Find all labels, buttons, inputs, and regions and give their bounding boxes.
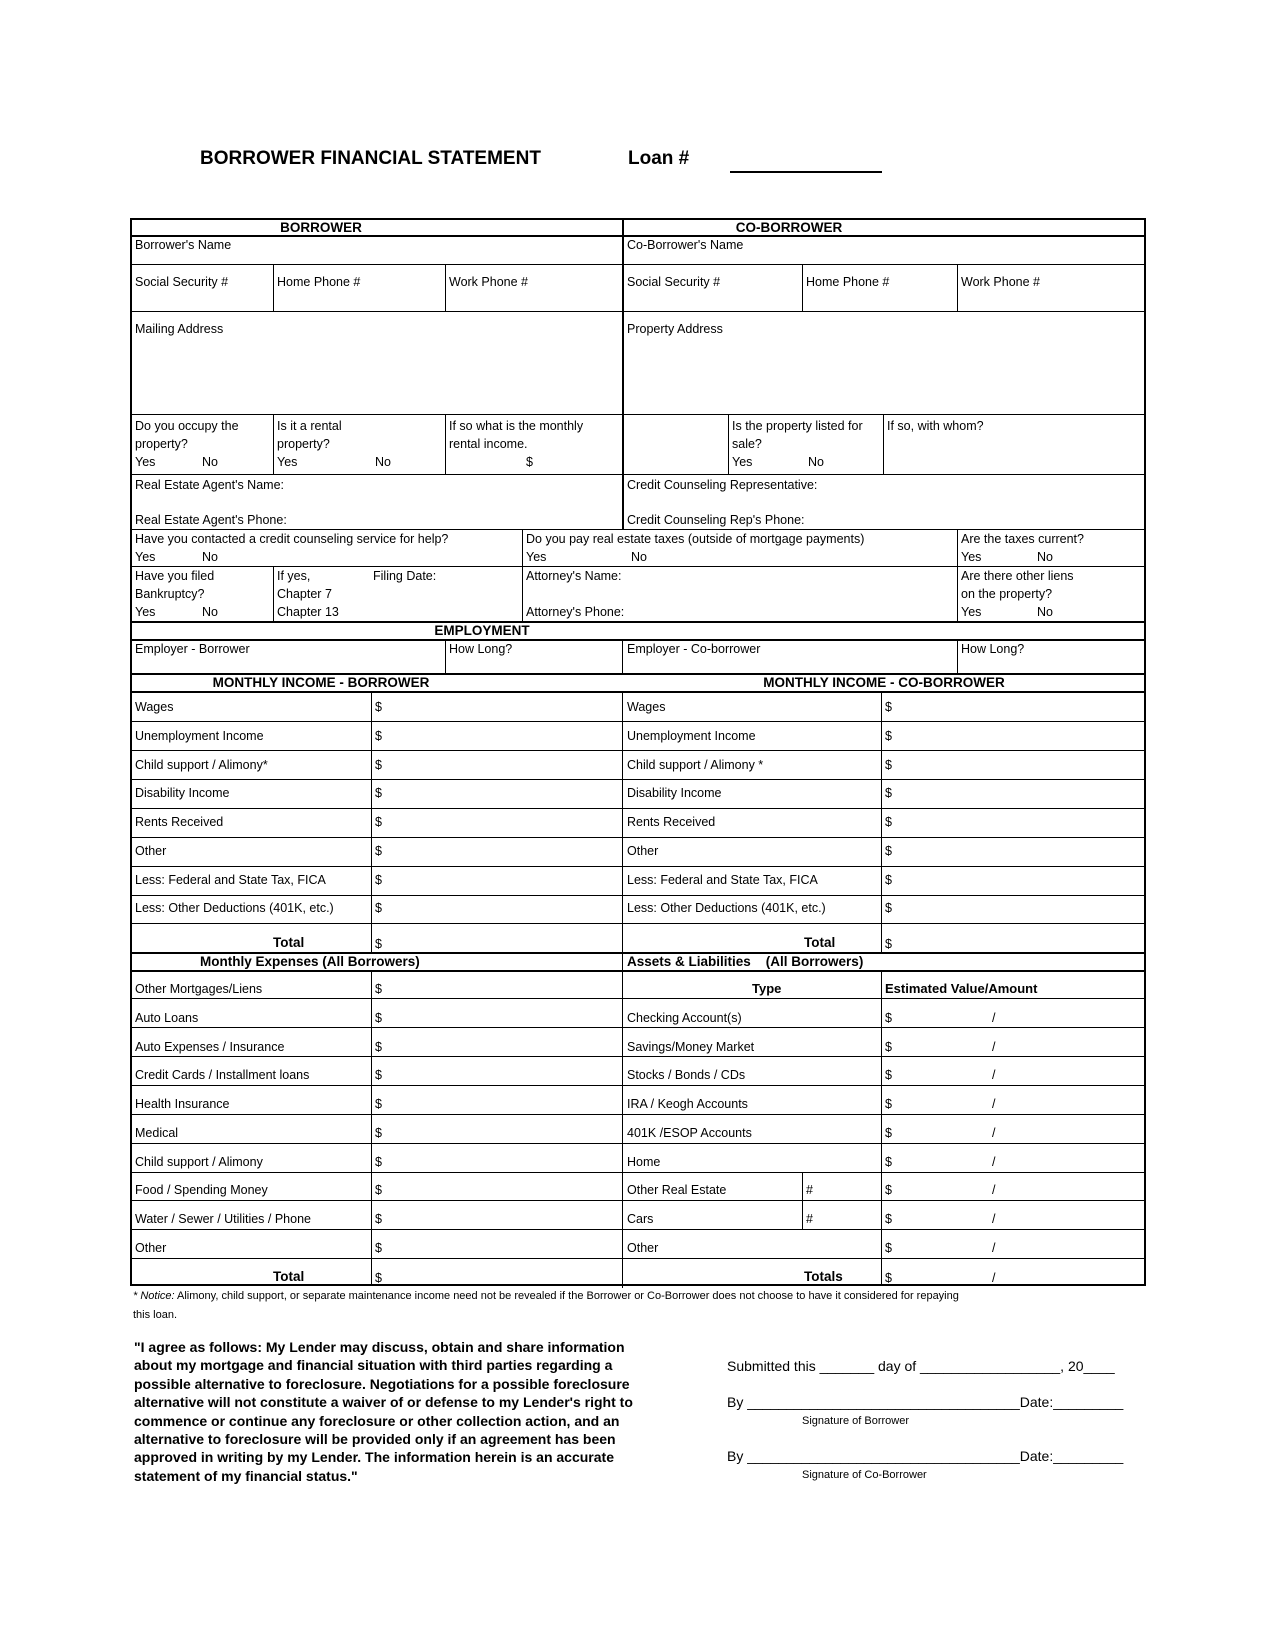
- income-borrower-row-label: Less: Federal and State Tax, FICA: [135, 873, 326, 887]
- co-borrower-section-header: CO-BORROWER: [735, 220, 843, 235]
- income-borrower-row-label: Rents Received: [135, 815, 224, 829]
- income-co-borrower-row-label: Wages: [627, 700, 666, 714]
- assets-header: Assets & Liabilities (All Borrowers): [627, 954, 864, 969]
- monthly-rental-amount[interactable]: $: [526, 455, 533, 469]
- rental-no-option[interactable]: No: [375, 455, 391, 469]
- agent-phone-field[interactable]: Real Estate Agent's Phone:: [135, 513, 287, 527]
- filing-date-field[interactable]: Filing Date:: [373, 569, 437, 583]
- listed-no-option[interactable]: No: [808, 455, 824, 469]
- attorney-phone-field[interactable]: Attorney's Phone:: [526, 605, 625, 619]
- if-yes-label: If yes,: [277, 569, 311, 583]
- income-borrower-row-amount[interactable]: $: [375, 873, 382, 887]
- expenses-total-amount[interactable]: $: [375, 1271, 382, 1285]
- asset-row-count[interactable]: #: [806, 1212, 813, 1226]
- income-co-borrower-row-amount[interactable]: $: [885, 901, 892, 915]
- employment-section-header: EMPLOYMENT: [434, 623, 530, 638]
- chapter-13-option[interactable]: Chapter 13: [277, 605, 339, 619]
- income-co-borrower-row-amount[interactable]: $: [885, 873, 892, 887]
- income-borrower-row-label: Unemployment Income: [135, 729, 264, 743]
- income-borrower-row-label: Wages: [135, 700, 174, 714]
- asset-row-slash: /: [992, 1011, 996, 1025]
- credit-counsel-no-option[interactable]: No: [202, 550, 218, 564]
- asset-row-amount[interactable]: $: [885, 1097, 892, 1111]
- income-borrower-row-label: Other: [135, 844, 167, 858]
- income-borrower-row-amount[interactable]: $: [375, 700, 382, 714]
- notice-body-2: this loan.: [133, 1309, 178, 1321]
- borrower-section-header: BORROWER: [280, 220, 362, 235]
- expenses-total-label: Total: [273, 1269, 305, 1284]
- occupy-yes-option[interactable]: Yes: [135, 455, 156, 469]
- notice-text: [133, 1287, 1073, 1325]
- asset-row-amount[interactable]: $: [885, 1241, 892, 1255]
- income-co-borrower-total-label: Total: [804, 935, 836, 950]
- occupy-question-2: property?: [135, 437, 188, 451]
- bankruptcy-question: Have you filed: [135, 569, 215, 583]
- taxes-current-question: Are the taxes current?: [961, 532, 1084, 546]
- co-borrower-home-phone-field[interactable]: Home Phone #: [806, 275, 890, 289]
- income-borrower-row-amount[interactable]: $: [375, 758, 382, 772]
- income-borrower-row-amount[interactable]: $: [375, 786, 382, 800]
- expense-row-label: Child support / Alimony: [135, 1155, 263, 1169]
- asset-row-slash: /: [992, 1126, 996, 1140]
- taxes-current-no-option[interactable]: No: [1037, 550, 1053, 564]
- credit-counsel-question: Have you contacted a credit counseling service for help?: [135, 532, 449, 546]
- income-co-borrower-row-label: Less: Federal and State Tax, FICA: [627, 873, 818, 887]
- expense-row-amount[interactable]: $: [375, 1241, 382, 1255]
- expense-row-amount[interactable]: $: [375, 1155, 382, 1169]
- asset-row-amount[interactable]: $: [885, 1011, 892, 1025]
- income-borrower-total-label: Total: [273, 935, 305, 950]
- income-co-borrower-header: MONTHLY INCOME - CO-BORROWER: [763, 675, 1005, 690]
- expense-row-label: Auto Loans: [135, 1011, 199, 1025]
- asset-row-label: Other: [627, 1241, 659, 1255]
- listed-yes-option[interactable]: Yes: [732, 455, 753, 469]
- loan-number-field[interactable]: [730, 171, 882, 173]
- occupy-question: Do you occupy the: [135, 419, 239, 433]
- counsel-rep-field[interactable]: Credit Counseling Representative:: [627, 478, 818, 492]
- borrower-name-field[interactable]: Borrower's Name: [135, 238, 232, 252]
- asset-row-slash: /: [992, 1212, 996, 1226]
- chapter-7-option[interactable]: Chapter 7: [277, 587, 332, 601]
- income-borrower-row-amount[interactable]: $: [375, 844, 382, 858]
- income-co-borrower-row-amount[interactable]: $: [885, 786, 892, 800]
- assets-totals-label: Totals: [804, 1269, 843, 1284]
- assets-totals-amount[interactable]: $: [885, 1271, 892, 1285]
- co-borrower-signature-caption: Signature of Co-Borrower: [802, 1469, 927, 1481]
- income-co-borrower-row-label: Other: [627, 844, 659, 858]
- asset-row-label: Checking Account(s): [627, 1011, 742, 1025]
- occupy-no-option[interactable]: No: [202, 455, 218, 469]
- expense-row-label: Auto Expenses / Insurance: [135, 1040, 285, 1054]
- expense-row-label: Food / Spending Money: [135, 1183, 268, 1197]
- income-borrower-header: MONTHLY INCOME - BORROWER: [212, 675, 430, 690]
- with-whom-field[interactable]: If so, with whom?: [887, 419, 984, 433]
- attorney-name-field[interactable]: Attorney's Name:: [526, 569, 622, 583]
- borrower-signature-caption: Signature of Borrower: [802, 1415, 909, 1427]
- income-co-borrower-row-amount[interactable]: $: [885, 844, 892, 858]
- co-borrower-ssn-field[interactable]: Social Security #: [627, 275, 721, 289]
- income-co-borrower-row-label: Child support / Alimony *: [627, 758, 764, 772]
- bankruptcy-question-2: Bankruptcy?: [135, 587, 205, 601]
- expense-row-amount[interactable]: $: [375, 1097, 382, 1111]
- asset-row-count[interactable]: #: [806, 1183, 813, 1197]
- asset-row-slash: /: [992, 1241, 996, 1255]
- expense-row-amount[interactable]: $: [375, 1183, 382, 1197]
- pay-taxes-yes-option[interactable]: Yes: [526, 550, 547, 564]
- expense-row-amount[interactable]: $: [375, 1040, 382, 1054]
- co-borrower-name-field[interactable]: Co-Borrower's Name: [627, 238, 744, 252]
- income-co-borrower-row-label: Disability Income: [627, 786, 722, 800]
- asset-row-label: IRA / Keogh Accounts: [627, 1097, 748, 1111]
- listed-question-2: sale?: [732, 437, 762, 451]
- expense-row-label: Other Mortgages/Liens: [135, 982, 263, 996]
- income-borrower-row-label: Less: Other Deductions (401K, etc.): [135, 901, 334, 915]
- asset-row-label: Savings/Money Market: [627, 1040, 755, 1054]
- how-long-borrower-field[interactable]: How Long?: [449, 642, 513, 656]
- co-borrower-work-phone-field[interactable]: Work Phone #: [961, 275, 1040, 289]
- income-borrower-row-label: Disability Income: [135, 786, 230, 800]
- asset-row-amount[interactable]: $: [885, 1155, 892, 1169]
- income-borrower-total-amount[interactable]: $: [375, 937, 382, 951]
- asset-row-amount[interactable]: $: [885, 1212, 892, 1226]
- other-liens-question-2: on the property?: [961, 587, 1053, 601]
- asset-row-label: Cars: [627, 1212, 654, 1226]
- asset-row-amount[interactable]: $: [885, 1183, 892, 1197]
- income-co-borrower-total-amount[interactable]: $: [885, 937, 892, 951]
- expense-row-amount[interactable]: $: [375, 1212, 382, 1226]
- expense-row-label: Health Insurance: [135, 1097, 230, 1111]
- expense-row-label: Medical: [135, 1126, 179, 1140]
- asset-row-label: Stocks / Bonds / CDs: [627, 1068, 746, 1082]
- expense-row-amount[interactable]: $: [375, 1011, 382, 1025]
- asset-row-label: Other Real Estate: [627, 1183, 727, 1197]
- asset-row-amount[interactable]: $: [885, 1126, 892, 1140]
- page-title: BORROWER FINANCIAL STATEMENT: [200, 148, 541, 169]
- assets-value-header: Estimated Value/Amount: [885, 981, 1038, 996]
- notice-label: * Notice:: [133, 1290, 175, 1302]
- income-co-borrower-row-label: Unemployment Income: [627, 729, 756, 743]
- income-borrower-row-amount[interactable]: $: [375, 901, 382, 915]
- counsel-phone-field[interactable]: Credit Counseling Rep's Phone:: [627, 513, 805, 527]
- expense-row-label: Water / Sewer / Utilities / Phone: [135, 1212, 311, 1226]
- expense-row-label: Credit Cards / Installment loans: [135, 1068, 310, 1082]
- rental-question-2: property?: [277, 437, 330, 451]
- income-co-borrower-row-amount[interactable]: $: [885, 729, 892, 743]
- assets-totals-slash: /: [992, 1271, 996, 1285]
- bankruptcy-yes-option[interactable]: Yes: [135, 605, 156, 619]
- property-address-field[interactable]: Property Address: [627, 322, 723, 336]
- agent-name-field[interactable]: Real Estate Agent's Name:: [135, 478, 284, 492]
- other-liens-question: Are there other liens: [961, 569, 1074, 583]
- rental-yes-option[interactable]: Yes: [277, 455, 298, 469]
- agreement-statement: "I agree as follows: My Lender may discuss, obtain and share information about my mortgage and financial situation with third parties regarding a possible alternative to foreclosure. Negotiations for a possible foreclosure alternative will not constitute a waiver of or defense to my Lender's right to commence or continue any foreclosure or other collection action, and an alternative to foreclosure will be provided only if an agreement has been approved in writing by my Lender. The information herein is an accurate statement of my financial status.": [134, 1339, 633, 1484]
- asset-row-amount[interactable]: $: [885, 1068, 892, 1082]
- assets-type-header: Type: [752, 981, 782, 996]
- monthly-rental-question-2: rental income.: [449, 437, 528, 451]
- income-co-borrower-row-amount[interactable]: $: [885, 758, 892, 772]
- pay-taxes-no-option[interactable]: No: [631, 550, 647, 564]
- expense-row-amount[interactable]: $: [375, 1126, 382, 1140]
- asset-row-slash: /: [992, 1155, 996, 1169]
- asset-row-slash: /: [992, 1183, 996, 1197]
- employer-co-borrower-field[interactable]: Employer - Co-borrower: [627, 642, 761, 656]
- borrower-work-phone-field[interactable]: Work Phone #: [449, 275, 528, 289]
- income-co-borrower-row-amount[interactable]: $: [885, 700, 892, 714]
- asset-row-slash: /: [992, 1097, 996, 1111]
- financial-statement-form: [130, 218, 1146, 1286]
- income-co-borrower-row-label: Less: Other Deductions (401K, etc.): [627, 901, 826, 915]
- income-co-borrower-row-amount[interactable]: $: [885, 815, 892, 829]
- bankruptcy-no-option[interactable]: No: [202, 605, 218, 619]
- borrower-signature-line[interactable]: By ___________________________________Date:_________: [727, 1394, 1124, 1410]
- borrower-home-phone-field[interactable]: Home Phone #: [277, 275, 361, 289]
- co-borrower-signature-line[interactable]: By ___________________________________Date:_________: [727, 1448, 1124, 1464]
- pay-taxes-question: Do you pay real estate taxes (outside of mortgage payments): [526, 532, 865, 546]
- asset-row-label: 401K /ESOP Accounts: [627, 1126, 752, 1140]
- employer-borrower-field[interactable]: Employer - Borrower: [135, 642, 250, 656]
- asset-row-label: Home: [627, 1155, 661, 1169]
- monthly-rental-question: If so what is the monthly: [449, 419, 584, 433]
- expense-row-label: Other: [135, 1241, 167, 1255]
- taxes-current-yes-option[interactable]: Yes: [961, 550, 982, 564]
- other-liens-yes-option[interactable]: Yes: [961, 605, 982, 619]
- submitted-date-line[interactable]: Submitted this _______ day of __________________, 20____: [727, 1358, 1115, 1374]
- income-co-borrower-row-label: Rents Received: [627, 815, 716, 829]
- expense-row-amount[interactable]: $: [375, 982, 382, 996]
- asset-row-slash: /: [992, 1068, 996, 1082]
- how-long-co-borrower-field[interactable]: How Long?: [961, 642, 1025, 656]
- asset-row-slash: /: [992, 1040, 996, 1054]
- loan-number-label: Loan #: [628, 148, 690, 169]
- notice-body: Alimony, child support, or separate maintenance income need not be revealed if the Borrower or Co-Borrower does not choose to have it considered for repaying: [174, 1290, 959, 1302]
- rental-question: Is it a rental: [277, 419, 342, 433]
- asset-row-amount[interactable]: $: [885, 1040, 892, 1054]
- credit-counsel-yes-option[interactable]: Yes: [135, 550, 156, 564]
- income-borrower-row-amount[interactable]: $: [375, 815, 382, 829]
- mailing-address-field[interactable]: Mailing Address: [135, 322, 224, 336]
- other-liens-no-option[interactable]: No: [1037, 605, 1053, 619]
- expense-row-amount[interactable]: $: [375, 1068, 382, 1082]
- expenses-header: Monthly Expenses (All Borrowers): [200, 954, 420, 969]
- borrower-ssn-field[interactable]: Social Security #: [135, 275, 229, 289]
- listed-question: Is the property listed for: [732, 419, 863, 433]
- income-borrower-row-label: Child support / Alimony*: [135, 758, 268, 772]
- income-borrower-row-amount[interactable]: $: [375, 729, 382, 743]
